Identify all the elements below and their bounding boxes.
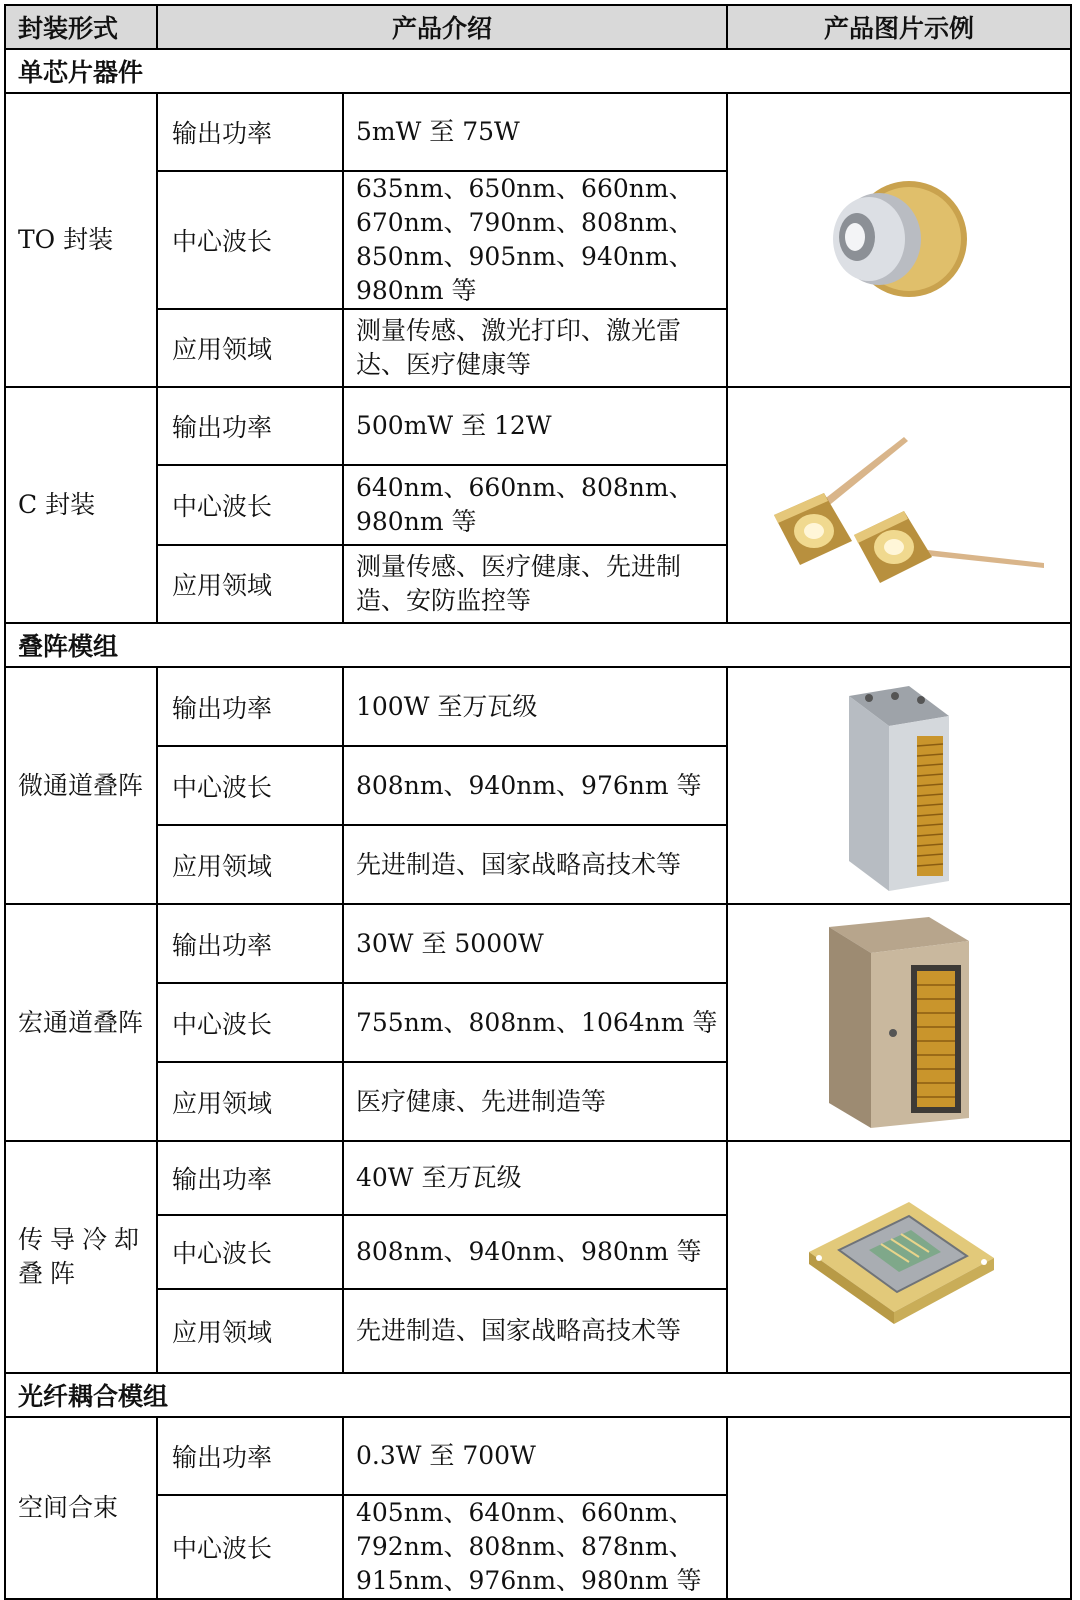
table-row <box>5 904 1071 983</box>
row-value: 5mW 至 75W <box>343 93 727 171</box>
row-value: 640nm、660nm、808nm、980nm 等 <box>343 465 727 545</box>
row-label: 中心波长 <box>157 171 343 309</box>
row-label: 中心波长 <box>157 1215 343 1289</box>
to-can-laser-image <box>799 165 999 315</box>
row-label: 输出功率 <box>157 667 343 746</box>
row-label: 中心波长 <box>157 746 343 825</box>
row-value: 30W 至 5000W <box>343 904 727 983</box>
macro-channel-stack-image <box>819 913 979 1133</box>
table-row <box>5 667 1071 746</box>
row-label: 应用领域 <box>157 825 343 904</box>
row-value: 先进制造、国家战略高技术等 <box>343 825 727 904</box>
row-label: 输出功率 <box>157 93 343 171</box>
section-row <box>5 49 1071 93</box>
conduction-cooled-stack-image <box>799 1172 999 1342</box>
row-label: 中心波长 <box>157 1495 343 1599</box>
package-name-micro-channel: 微通道叠阵 <box>5 667 157 904</box>
macro-channel-image <box>727 904 1071 1141</box>
section-row <box>5 1373 1071 1417</box>
row-value: 500mW 至 12W <box>343 387 727 465</box>
row-label: 输出功率 <box>157 1417 343 1495</box>
spatial-combining-image-cell <box>727 1417 1071 1599</box>
package-name-text: 传导冷却叠阵 <box>18 1225 147 1288</box>
c-package-image <box>727 387 1071 623</box>
row-value: 40W 至万瓦级 <box>343 1141 727 1215</box>
row-value: 755nm、808nm、1064nm 等 <box>343 983 727 1062</box>
header-product-image: 产品图片示例 <box>727 5 1071 49</box>
table-row <box>5 93 1071 171</box>
row-label: 输出功率 <box>157 904 343 983</box>
header-package-type: 封装形式 <box>5 5 157 49</box>
row-label: 中心波长 <box>157 983 343 1062</box>
package-name-conduction-cooled <box>5 1141 157 1373</box>
package-name-c: C 封装 <box>5 387 157 623</box>
conduction-cooled-image <box>727 1141 1071 1373</box>
row-label: 应用领域 <box>157 545 343 623</box>
row-value: 0.3W 至 700W <box>343 1417 727 1495</box>
row-label: 应用领域 <box>157 1289 343 1373</box>
table-row <box>5 387 1071 465</box>
product-table <box>4 4 1072 1600</box>
header-row <box>5 5 1071 49</box>
micro-channel-image <box>727 667 1071 904</box>
package-name-spatial-combining: 空间合束 <box>5 1417 157 1599</box>
row-label: 应用领域 <box>157 309 343 387</box>
row-label: 输出功率 <box>157 1141 343 1215</box>
row-value: 测量传感、激光打印、激光雷达、医疗健康等 <box>343 309 727 387</box>
section-row <box>5 623 1071 667</box>
micro-channel-stack-image <box>829 676 969 896</box>
row-value: 808nm、940nm、980nm 等 <box>343 1215 727 1289</box>
row-label: 中心波长 <box>157 465 343 545</box>
row-value: 医疗健康、先进制造等 <box>343 1062 727 1141</box>
section-title-fiber-coupled: 光纤耦合模组 <box>5 1373 1071 1417</box>
to-package-image <box>727 93 1071 387</box>
row-value: 635nm、650nm、660nm、670nm、790nm、808nm、850nm、905nm、940nm、980nm 等 <box>343 171 727 309</box>
header-product-intro: 产品介绍 <box>157 5 727 49</box>
package-name-to: TO 封装 <box>5 93 157 387</box>
row-value: 808nm、940nm、976nm 等 <box>343 746 727 825</box>
row-label: 输出功率 <box>157 387 343 465</box>
row-value: 100W 至万瓦级 <box>343 667 727 746</box>
package-name-macro-channel: 宏通道叠阵 <box>5 904 157 1141</box>
section-title-stack-module: 叠阵模组 <box>5 623 1071 667</box>
row-value: 先进制造、国家战略高技术等 <box>343 1289 727 1373</box>
row-value: 测量传感、医疗健康、先进制造、安防监控等 <box>343 545 727 623</box>
c-mount-laser-image <box>744 415 1054 595</box>
row-value: 405nm、640nm、660nm、792nm、808nm、878nm、915nm、976nm、980nm 等 <box>343 1495 727 1599</box>
table-row <box>5 1417 1071 1495</box>
section-title-single-chip: 单芯片器件 <box>5 49 1071 93</box>
table-row <box>5 1141 1071 1215</box>
row-label: 应用领域 <box>157 1062 343 1141</box>
